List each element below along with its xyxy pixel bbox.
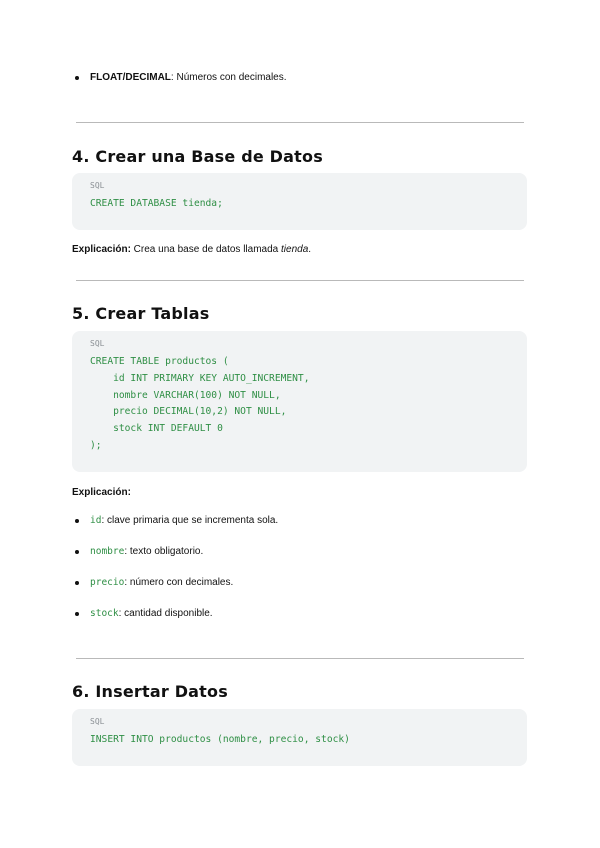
inline-code: id (90, 515, 102, 526)
inline-code: nombre (90, 546, 125, 557)
list-item (90, 545, 278, 559)
list-item (90, 576, 278, 590)
code-text: CREATE TABLE productos ( id INT PRIMARY KEY AUTO_INCREMENT, nombre VARCHAR(100) NOT NULL, precio DECIMAL(10,2) NOT NULL, stock INT DEFAULT 0 ); (90, 356, 310, 451)
list-item (90, 71, 287, 85)
code-language-label: SQL (90, 339, 105, 348)
list-item (90, 607, 278, 621)
list-item-text: : número con decimales. (124, 577, 234, 588)
explanation-italic: tienda (281, 244, 309, 255)
inline-code: precio (90, 577, 125, 588)
explanation-text: Crea una base de datos llamada (130, 244, 282, 255)
divider (76, 280, 524, 281)
list-item (90, 514, 278, 528)
column-list (90, 514, 278, 621)
inline-code: stock (90, 608, 119, 619)
code-block-create-table[interactable] (72, 331, 527, 472)
divider (76, 122, 524, 123)
type-list (90, 71, 287, 85)
list-item-text: : texto obligatorio. (124, 546, 204, 557)
section-heading-4: 4. Crear una Base de Datos (72, 147, 323, 166)
code-block-create-database[interactable] (72, 173, 527, 230)
code-language-label: SQL (90, 717, 105, 726)
divider (76, 658, 524, 659)
list-item-term: FLOAT/DECIMAL (90, 72, 171, 83)
code-language-label: SQL (90, 181, 105, 190)
list-item-text: : clave primaria que se incrementa sola. (101, 515, 279, 526)
explanation-paragraph (72, 243, 311, 257)
section-heading-5: 5. Crear Tablas (72, 304, 210, 323)
list-item-text: : cantidad disponible. (118, 608, 213, 619)
explanation-end: . (308, 244, 312, 255)
section-heading-6: 6. Insertar Datos (72, 682, 228, 701)
code-block-insert[interactable] (72, 709, 527, 766)
explanation-label-paragraph (72, 486, 131, 500)
list-item-desc: : Números con decimales. (170, 72, 287, 83)
explanation-label: Explicación: (72, 244, 131, 255)
code-text: INSERT INTO productos (nombre, precio, stock) (90, 734, 350, 745)
code-text: CREATE DATABASE tienda; (90, 198, 223, 209)
explanation-label: Explicación: (72, 487, 131, 498)
